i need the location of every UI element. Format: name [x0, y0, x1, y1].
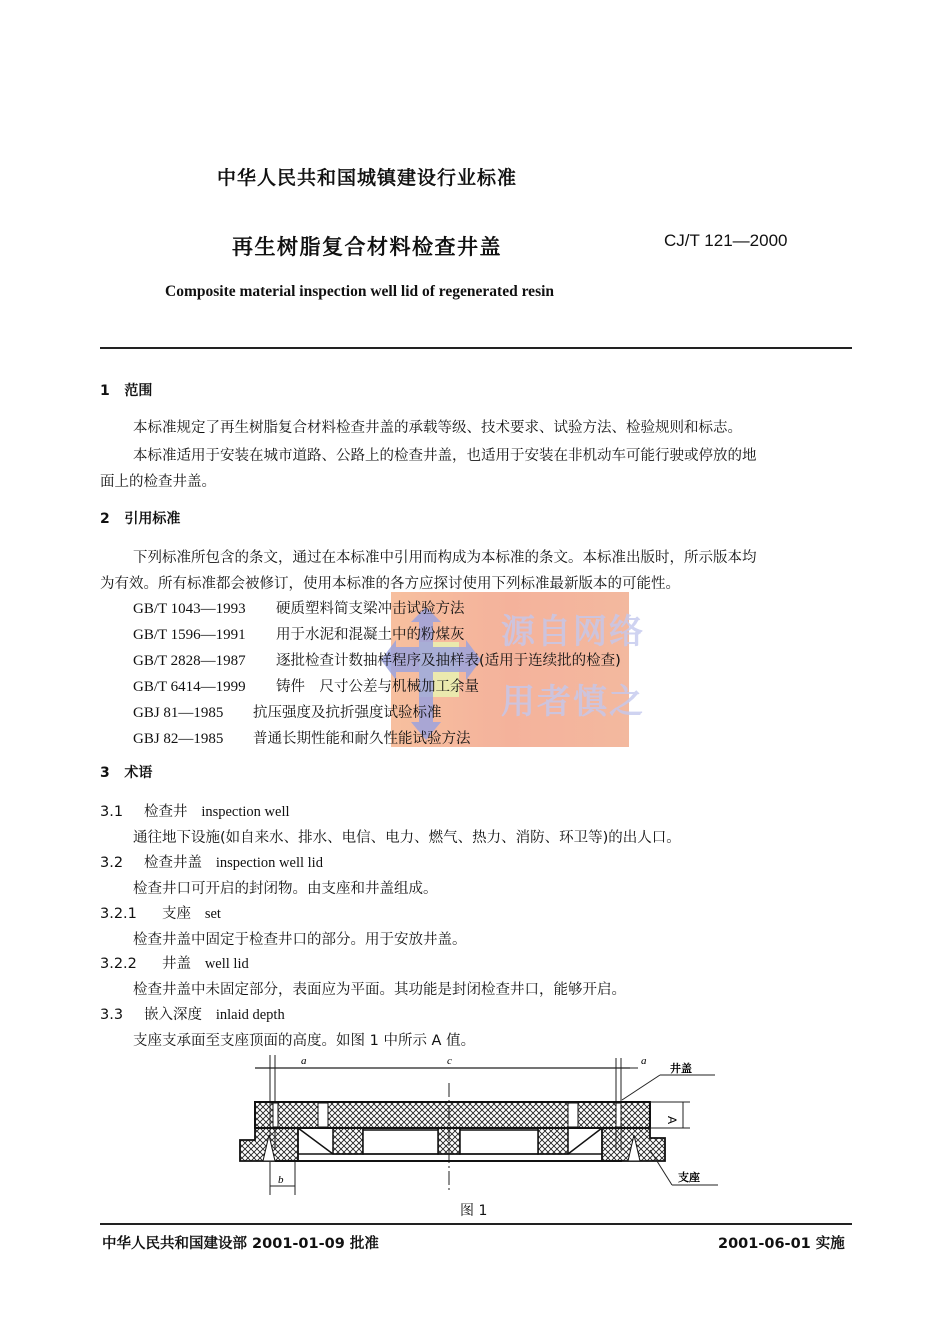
standard-code: CJ/T 121—2000 [664, 231, 788, 250]
watermark-text-1: 源自网络 [501, 612, 645, 652]
reference-title: 抗压强度及抗折强度试验标准 [253, 705, 442, 721]
section-number: 1 [100, 383, 110, 399]
section-title: 范围 [124, 383, 153, 399]
term-entry [100, 952, 249, 973]
header-divider [100, 347, 852, 349]
paragraph: 下列标准所包含的条文，通过在本标准中引用而构成为本标准的条文。本标准出版时，所示版本均 [133, 550, 757, 566]
term-cn: 嵌入深度 [144, 1007, 202, 1023]
section-2-heading [100, 508, 180, 528]
dim-label-a-left: a [301, 1055, 307, 1067]
term-cn: 支座 [162, 906, 191, 922]
reference-title: 硬质塑料简支梁冲击试验方法 [276, 601, 465, 617]
section-title: 术语 [124, 765, 153, 781]
term-number: 3.2.1 [100, 906, 137, 922]
document-title-en: Composite material inspection well lid of regenerated resin [165, 283, 555, 300]
reference-item [133, 675, 479, 696]
term-cn: 检查井 [144, 804, 188, 820]
approval-date: 中华人民共和国建设部 2001-01-09 批准 [102, 1236, 379, 1252]
watermark-text-2: 用者慎之 [501, 682, 645, 722]
term-en: inspection well lid [215, 855, 323, 871]
term-definition: 检查井盖中未固定部分，表面应为平面。其功能是封闭检查井口，能够开启。 [133, 982, 626, 998]
section-title: 引用标准 [124, 511, 181, 527]
term-cn: 检查井盖 [144, 855, 202, 871]
dim-label-b: b [278, 1174, 284, 1186]
section-1-heading [100, 380, 152, 400]
figure-caption: 图 1 [460, 1203, 488, 1219]
term-definition: 支座支承面至支座顶面的高度。如图 1 中所示 A 值。 [133, 1033, 476, 1049]
issuing-organization: 中华人民共和国城镇建设行业标准 [217, 167, 518, 189]
figure-1-cross-section [230, 1050, 720, 1200]
label-well-lid: 井盖 [670, 1062, 692, 1075]
term-number: 3.2 [100, 855, 124, 871]
section-number: 2 [100, 511, 110, 527]
paragraph: 面上的检查井盖。 [100, 474, 216, 490]
term-definition: 检查井盖中固定于检查井口的部分。用于安放井盖。 [133, 932, 467, 948]
term-entry [100, 800, 290, 821]
reference-item [133, 623, 465, 644]
paragraph: 为有效。所有标准都会被修订，使用本标准的各方应探讨使用下列标准最新版本的可能性。 [100, 576, 680, 592]
well-lid-cross-section-diagram [230, 1050, 720, 1200]
section-number: 3 [100, 765, 110, 781]
label-seat: 支座 [678, 1171, 700, 1184]
term-en: inlaid depth [215, 1007, 285, 1023]
reference-code: GBJ 81—1985 [133, 705, 224, 721]
section-3-heading [100, 762, 152, 782]
term-en: inspection well [201, 804, 290, 820]
reference-code: GB/T 6414—1999 [133, 679, 246, 695]
paragraph: 本标准适用于安装在城市道路、公路上的检查井盖，也适用于安装在非机动车可能行驶或停放的地 [133, 448, 757, 464]
term-en: well lid [204, 956, 249, 972]
document-title-cn: 再生树脂复合材料检查井盖 [232, 235, 502, 259]
effective-date: 2001-06-01 实施 [718, 1236, 845, 1252]
term-number: 3.1 [100, 804, 124, 820]
dim-label-A: A [665, 1116, 679, 1125]
footer-divider [100, 1223, 852, 1225]
term-number: 3.2.2 [100, 956, 137, 972]
reference-title: 铸件 尺寸公差与机械加工余量 [276, 679, 479, 695]
reference-item [133, 701, 442, 722]
reference-title: 用于水泥和混凝土中的粉煤灰 [276, 627, 465, 643]
term-en: set [204, 906, 221, 922]
reference-code: GBJ 82—1985 [133, 731, 224, 747]
reference-item [133, 597, 465, 618]
term-entry [100, 851, 323, 872]
term-definition: 通往地下设施(如自来水、排水、电信、电力、燃气、热力、消防、环卫等)的出人口。 [133, 830, 681, 846]
term-entry [100, 902, 221, 923]
reference-code: GB/T 1043—1993 [133, 601, 246, 617]
dim-label-a-right: a [641, 1055, 647, 1067]
reference-item [133, 727, 471, 748]
dim-label-c: c [447, 1055, 452, 1067]
reference-code: GB/T 1596—1991 [133, 627, 246, 643]
term-number: 3.3 [100, 1007, 124, 1023]
reference-code: GB/T 2828—1987 [133, 653, 246, 669]
paragraph: 本标准规定了再生树脂复合材料检查井盖的承载等级、技术要求、试验方法、检验规则和标志。 [133, 420, 742, 436]
term-cn: 井盖 [162, 956, 191, 972]
term-definition: 检查井口可开启的封闭物。由支座和井盖组成。 [133, 881, 438, 897]
term-entry [100, 1003, 285, 1024]
reference-title: 逐批检查计数抽样程序及抽样表(适用于连续批的检查) [276, 653, 621, 669]
reference-title: 普通长期性能和耐久性能试验方法 [253, 731, 471, 747]
reference-item [133, 649, 621, 670]
